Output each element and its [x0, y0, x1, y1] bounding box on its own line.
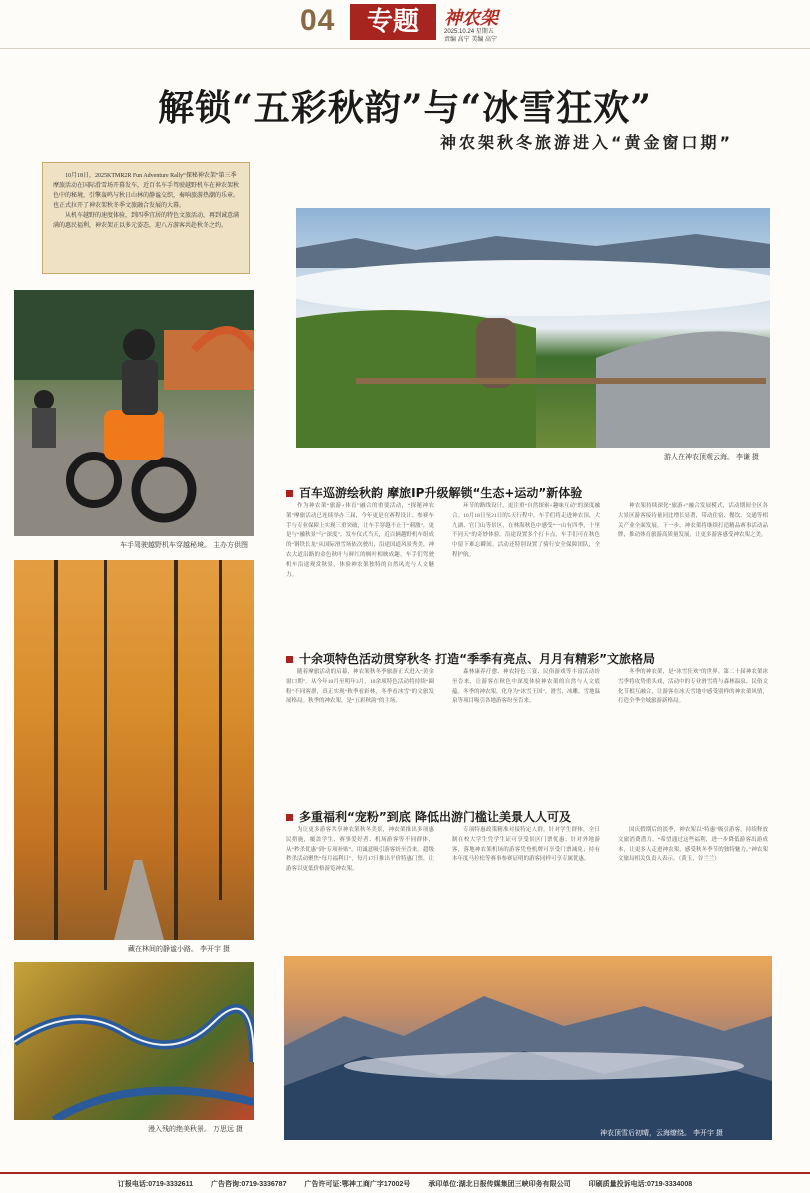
section-1-column: [618, 502, 768, 636]
motorcycle-photo: [14, 290, 254, 536]
mountain-road-illustration: [14, 962, 254, 1120]
section-2-column: [618, 668, 768, 786]
paragraph: 作为神农架“旅游+体育”融合的重要活动，“探秘神农架”摩旅活动已连续举办三届，今年更是在赛程设计、参赛车手与专业保障上实现三重突破，让车手穿越不止于“刺激”，更是与“融秋景”与“深度”。发车仪式当天，近百辆越野机车组成的“钢铁长龙”从国际滑雪场依次驶出，沿途国道风景秀美，神农大道沿路的金色秋叶与鲜红的枫叶相映成趣。车手们驾驶机车沿途观赏秋景，体验神农架独特的自然风光与人文魅力。: [286, 503, 434, 578]
section-3-column: [618, 826, 768, 946]
section-1-column: [286, 502, 434, 636]
paragraph: 森林康养疗愈、神农特色三宴、民俗游戏等丰富活动纷至沓来，让游客在秋色中深度体验神农架的自然与人文底蕴。冬季的神农架，化身为“冰雪王国”，滑雪、冰雕、雪地温泉等项目吸引各地游客纷至沓来。: [452, 669, 600, 705]
section-title: 十余项特色活动贯穿秋冬 打造“季季有亮点、月月有精彩”文旅格局: [299, 652, 655, 666]
footer-ad-license: 广告许可证:鄂神工商广字17002号: [304, 1180, 411, 1188]
motorcycle-illustration: [14, 290, 254, 536]
footer-ad-inquiry: 广告咨询:0719-3336787: [210, 1180, 287, 1188]
cloud-sea-photo: [296, 208, 770, 448]
cloud-sea-caption: 游人在神农顶观云海。 李谦 摄: [664, 454, 759, 461]
paper-name: 神农架: [444, 8, 498, 29]
forest-caption: 藏在林间的静谧小路。 李开宇 摄: [128, 946, 230, 953]
section-title: 百车巡游绘秋韵 摩旅IP升级解锁“生态+运动”新体验: [299, 486, 583, 500]
footer-printer: 承印单位:湖北日报传媒集团三峡印务有限公司: [428, 1180, 571, 1188]
subheadline: 神农架秋冬旅游进入“黄金窗口期”: [440, 133, 734, 152]
section-3-column: [286, 826, 434, 946]
date-line: 2025.10.24 星期五: [444, 29, 494, 35]
paragraph: 冬季的神农架，是“冰雪狂欢”的世界。第二十届神农架冰雪季将攻势重头戏，活动中的专业滑雪将与森林温泉、民俗文化节相互融合，让游客在冰天雪地中感受别样的神农架风情，打造全季全域旅游新格局。: [618, 669, 768, 705]
snow-mountain-caption: 神农顶雪后初晴，云海缭绕。 李开宇 摄: [600, 1130, 723, 1137]
snow-mountain-photo: [284, 956, 772, 1140]
mountain-road-photo: [14, 962, 254, 1120]
section-marker-icon: [286, 656, 293, 663]
mountain-road-caption: 漫入残的绝美秋景。 万思远 摄: [148, 1126, 243, 1133]
editor-line: 责编 高宁 美编 高宁: [444, 37, 498, 43]
date-block: [444, 28, 497, 44]
cloud-sea-illustration: [296, 208, 770, 448]
section-2-column: [452, 668, 600, 786]
paragraph: 环节的路线设计，更注重“自然探索+趣味互动”的深度融合。10月18日至21日的5天行程中，车手们将走进神农顶、大九湖、官门山等景区，在林海秋色中感受“一山有四季，十里不同天”的奇妙体验。沿途设置多个打卡点，车手们可在秋色中留下难忘瞬间。活动还特别设置了骑行安全保障团队，全程护航。: [452, 503, 600, 558]
section-marker-icon: [286, 814, 293, 821]
paragraph: 专项特惠政策精准对接特定人群。针对学生群体，全日制在校大学生凭学生证可享受景区门票优惠；针对外地游客，落地神农架机场的游客凭登机牌可享受门票减免；持有本年度马拉松等赛事参赛证明的游客同样可享专属优惠。: [452, 827, 600, 863]
section-marker-icon: [286, 490, 293, 497]
paragraph: 国庆假期后的淡季，神农架以“特惠”吸引游客，持续释放文旅消费潜力。“希望通过这些福利，进一步降低游客出游成本，让更多人走进神农架，感受秋冬季节的独特魅力。”神农架文旅局相关负责人表示。（黄玉、谷兰兰）: [618, 827, 768, 863]
forest-illustration: [14, 560, 254, 940]
forest-photo: [14, 560, 254, 940]
footer-complaint: 印刷质量投诉电话:0719-3334008: [588, 1180, 693, 1188]
intro-paragraph: 从机车越野的速度体验，到四季宜居的特色文旅活动，再到诚意满满的惠民福利，神农架正以多元姿态，迎八方游客共赴秋冬之约。: [53, 213, 240, 229]
section-3-column: [452, 826, 600, 946]
paragraph: 神农架持续深化“旅游+”融合发展模式，活动期间全区各大景区游客接待量同比增长显著，带动住宿、餐饮、交通等相关产业全面发展。下一步，神农架将继续打造精品赛事活动品牌，推动体育旅游高质量发展，让更多游客感受神农架之美。: [618, 503, 768, 539]
section-heading-3: [286, 808, 571, 825]
motorcycle-caption: 车手驾驶越野机车穿越秘境。 主办方供图: [120, 542, 248, 549]
section-heading-2: [286, 650, 655, 667]
headline: 解锁“五彩秋韵”与“冰雪狂欢”: [158, 87, 652, 129]
header-rule: [0, 48, 810, 49]
section-title: 多重福利“宠粉”到底 降低出游门槛让美景人人可及: [299, 810, 571, 824]
intro-box: [42, 162, 250, 274]
section-2-column: [286, 668, 434, 786]
section-heading-1: [286, 484, 582, 501]
intro-paragraph: 10月18日，2025KTMR2R Fun Adventure Rally“探秘神农架”第三季摩旅活动在国际滑雪场开幕发车，近百名车手驾驶越野机车在神农架秋色中的秘境，引擎轰鸣与秋日山林的静谧交织，奏响旅游热潮的乐章。也正式拉开了神农架秋冬季文旅融合发展的大幕。: [53, 173, 240, 209]
footer-subscription: 订报电话:0719-3332611: [117, 1180, 193, 1188]
paragraph: 为让更多游客共享神农架秋冬美景，神农架推出多项惠民措施，覆盖学生、赛事爱好者、机场游客等不同群体，从“秒杀优惠”到“专项补贴”，用诚意吸引游客纷至沓来。超级秒杀活动聚焦“每月福利日”，每月17日推出平价特惠门票，让游客以更低价格游览神农架。: [286, 827, 434, 873]
snow-mountain-illustration: [284, 956, 772, 1140]
paragraph: 随着摩旅活动的启幕，神农架秋冬季旅游正式进入“黄金窗口期”。从今年10月至明年3月，10余项特色活动将持续“圈粉”不同客群，真正实现“秋季看彩林，冬季看冰雪”的文旅发展格局。秋季的神农架，是“五彩秋韵”的主场。: [286, 669, 434, 705]
page-number: 04: [300, 4, 336, 37]
section-1-column: [452, 502, 600, 636]
section-label: 专题: [350, 4, 436, 40]
footer-bar: [0, 1172, 810, 1193]
